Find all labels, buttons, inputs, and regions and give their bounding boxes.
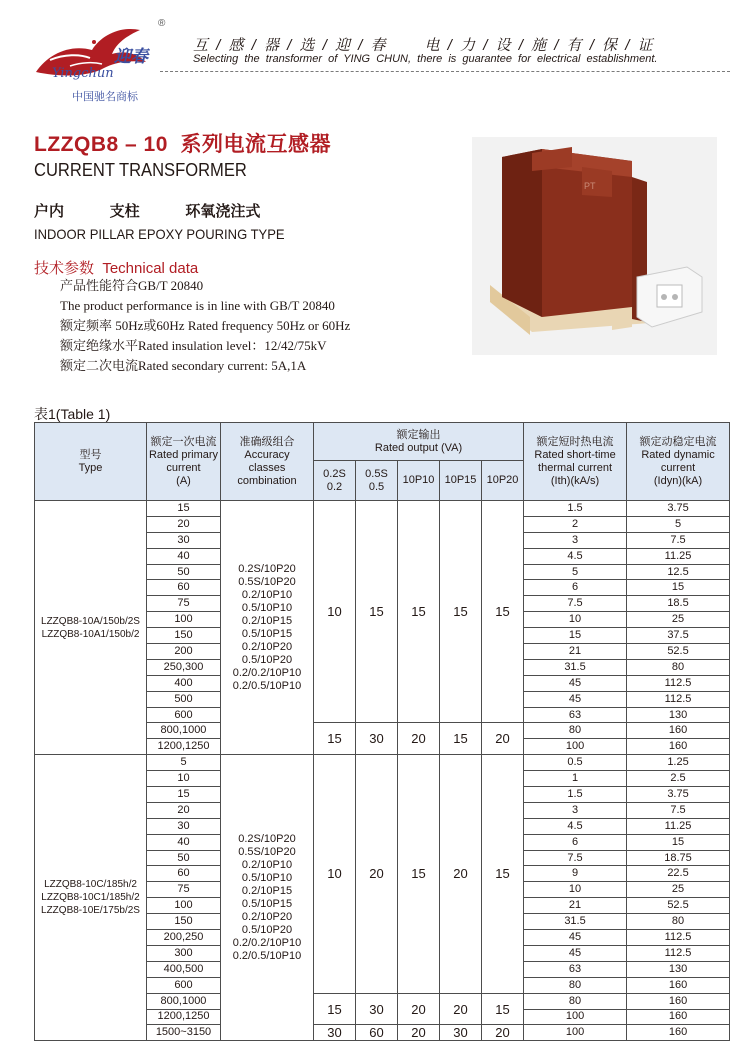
header-dynamic-current: 额定动稳定电流 Rated dynamic current (Idyn)(kA) bbox=[627, 423, 730, 501]
header-output-class: 0.5S 0.5 bbox=[356, 461, 398, 501]
spec-table-body bbox=[35, 423, 730, 1041]
dynamic-current-cell: 3.75 bbox=[627, 787, 730, 803]
dynamic-current-cell: 5 bbox=[627, 516, 730, 532]
output-cell: 20 bbox=[440, 993, 482, 1025]
thermal-current-cell: 7.5 bbox=[524, 596, 627, 612]
output-cell: 20 bbox=[440, 755, 482, 993]
thermal-current-cell: 10 bbox=[524, 612, 627, 628]
output-cell: 30 bbox=[314, 1025, 356, 1041]
dynamic-current-cell: 80 bbox=[627, 914, 730, 930]
header-output-class: 10P10 bbox=[398, 461, 440, 501]
header-output-class: 10P15 bbox=[440, 461, 482, 501]
dynamic-current-cell: 112.5 bbox=[627, 930, 730, 946]
dynamic-current-cell: 7.5 bbox=[627, 802, 730, 818]
table-caption: 表1(Table 1) bbox=[34, 406, 111, 422]
output-cell: 10 bbox=[314, 501, 356, 723]
thermal-current-cell: 63 bbox=[524, 707, 627, 723]
dynamic-current-cell: 112.5 bbox=[627, 675, 730, 691]
output-cell: 30 bbox=[440, 1025, 482, 1041]
primary-current-cell: 100 bbox=[147, 612, 221, 628]
thermal-current-cell: 3 bbox=[524, 532, 627, 548]
primary-current-cell: 40 bbox=[147, 834, 221, 850]
thermal-current-cell: 9 bbox=[524, 866, 627, 882]
thermal-current-cell: 1.5 bbox=[524, 501, 627, 517]
thermal-current-cell: 4.5 bbox=[524, 818, 627, 834]
primary-current-cell: 20 bbox=[147, 516, 221, 532]
output-cell: 15 bbox=[356, 501, 398, 723]
model-cell: LZZQB8-10A/150b/2S LZZQB8-10A1/150b/2 bbox=[35, 501, 147, 755]
output-cell: 10 bbox=[314, 755, 356, 993]
table-row bbox=[35, 755, 730, 771]
dynamic-current-cell: 25 bbox=[627, 882, 730, 898]
dynamic-current-cell: 12.5 bbox=[627, 564, 730, 580]
header-divider bbox=[160, 71, 730, 72]
type-chinese: 户内 支柱 环氧浇注式 bbox=[34, 202, 261, 220]
tech-line: The product performance is in line with GB/T 20840 bbox=[60, 298, 335, 313]
dynamic-current-cell: 130 bbox=[627, 961, 730, 977]
primary-current-cell: 200,250 bbox=[147, 930, 221, 946]
output-cell: 20 bbox=[398, 1025, 440, 1041]
tech-line: 额定频率 50Hz或60Hz Rated frequency 50Hz or 60Hz bbox=[60, 318, 351, 333]
primary-current-cell: 250,300 bbox=[147, 659, 221, 675]
thermal-current-cell: 7.5 bbox=[524, 850, 627, 866]
dynamic-current-cell: 3.75 bbox=[627, 501, 730, 517]
thermal-current-cell: 1 bbox=[524, 771, 627, 787]
header-type: 型号 Type bbox=[35, 423, 147, 501]
dynamic-current-cell: 18.5 bbox=[627, 596, 730, 612]
dynamic-current-cell: 112.5 bbox=[627, 945, 730, 961]
thermal-current-cell: 10 bbox=[524, 882, 627, 898]
dynamic-current-cell: 52.5 bbox=[627, 898, 730, 914]
primary-current-cell: 400 bbox=[147, 675, 221, 691]
thermal-current-cell: 45 bbox=[524, 675, 627, 691]
thermal-current-cell: 0.5 bbox=[524, 755, 627, 771]
table-row bbox=[35, 501, 730, 517]
primary-current-cell: 50 bbox=[147, 850, 221, 866]
primary-current-cell: 600 bbox=[147, 707, 221, 723]
output-cell: 15 bbox=[440, 723, 482, 755]
primary-current-cell: 100 bbox=[147, 898, 221, 914]
primary-current-cell: 50 bbox=[147, 564, 221, 580]
dynamic-current-cell: 52.5 bbox=[627, 644, 730, 660]
primary-current-cell: 60 bbox=[147, 580, 221, 596]
header-rated-output: 额定输出 Rated output (VA) bbox=[314, 423, 524, 461]
page-title-english: CURRENT TRANSFORMER bbox=[34, 160, 247, 180]
primary-current-cell: 1500~3150 bbox=[147, 1025, 221, 1041]
page-title: LZZQB8 – 10 系列电流互感器 bbox=[34, 133, 332, 156]
output-cell: 15 bbox=[398, 755, 440, 993]
output-cell: 60 bbox=[356, 1025, 398, 1041]
dynamic-current-cell: 37.5 bbox=[627, 628, 730, 644]
primary-current-cell: 15 bbox=[147, 501, 221, 517]
output-cell: 20 bbox=[398, 993, 440, 1025]
primary-current-cell: 5 bbox=[147, 755, 221, 771]
tech-data-list bbox=[60, 276, 350, 376]
thermal-current-cell: 21 bbox=[524, 644, 627, 660]
primary-current-cell: 75 bbox=[147, 882, 221, 898]
dynamic-current-cell: 130 bbox=[627, 707, 730, 723]
registered-mark: ® bbox=[158, 18, 166, 29]
thermal-current-cell: 100 bbox=[524, 1009, 627, 1025]
thermal-current-cell: 3 bbox=[524, 802, 627, 818]
thermal-current-cell: 6 bbox=[524, 580, 627, 596]
primary-current-cell: 15 bbox=[147, 787, 221, 803]
header-primary-current: 额定一次电流 Rated primary current (A) bbox=[147, 423, 221, 501]
thermal-current-cell: 21 bbox=[524, 898, 627, 914]
dynamic-current-cell: 160 bbox=[627, 723, 730, 739]
output-cell: 15 bbox=[482, 755, 524, 993]
dynamic-current-cell: 80 bbox=[627, 659, 730, 675]
header-output-class: 0.2S 0.2 bbox=[314, 461, 356, 501]
thermal-current-cell: 5 bbox=[524, 564, 627, 580]
dynamic-current-cell: 18.75 bbox=[627, 850, 730, 866]
dynamic-current-cell: 160 bbox=[627, 739, 730, 755]
dynamic-current-cell: 160 bbox=[627, 977, 730, 993]
primary-current-cell: 10 bbox=[147, 771, 221, 787]
primary-current-cell: 150 bbox=[147, 628, 221, 644]
thermal-current-cell: 45 bbox=[524, 945, 627, 961]
dynamic-current-cell: 2.5 bbox=[627, 771, 730, 787]
product-photo bbox=[472, 137, 717, 355]
output-cell: 15 bbox=[314, 993, 356, 1025]
tech-data-heading: 技术参数 Technical data bbox=[34, 260, 199, 277]
tech-line: 产品性能符合GB/T 20840 bbox=[60, 278, 204, 293]
dynamic-current-cell: 15 bbox=[627, 834, 730, 850]
tech-line: 额定二次电流Rated secondary current: 5A,1A bbox=[60, 358, 307, 373]
header-thermal-current: 额定短时热电流 Rated short-time thermal current (Ith)(kA/s) bbox=[524, 423, 627, 501]
output-cell: 15 bbox=[482, 501, 524, 723]
thermal-current-cell: 1.5 bbox=[524, 787, 627, 803]
output-cell: 15 bbox=[482, 993, 524, 1025]
primary-current-cell: 300 bbox=[147, 945, 221, 961]
transformer-illustration bbox=[472, 137, 717, 355]
brand-logo bbox=[30, 14, 170, 90]
dynamic-current-cell: 160 bbox=[627, 1009, 730, 1025]
dynamic-current-cell: 15 bbox=[627, 580, 730, 596]
primary-current-cell: 40 bbox=[147, 548, 221, 564]
primary-current-cell: 800,1000 bbox=[147, 993, 221, 1009]
primary-current-cell: 75 bbox=[147, 596, 221, 612]
primary-current-cell: 200 bbox=[147, 644, 221, 660]
primary-current-cell: 600 bbox=[147, 977, 221, 993]
primary-current-cell: 400,500 bbox=[147, 961, 221, 977]
output-cell: 20 bbox=[356, 755, 398, 993]
dynamic-current-cell: 160 bbox=[627, 1025, 730, 1041]
accuracy-cell: 0.2S/10P20 0.5S/10P20 0.2/10P10 0.5/10P10 0.2/10P15 0.5/10P15 0.2/10P20 0.5/10P20 0.2/0.2/10P10 0.2/0.5/10P10 bbox=[221, 501, 314, 755]
dynamic-current-cell: 112.5 bbox=[627, 691, 730, 707]
primary-current-cell: 800,1000 bbox=[147, 723, 221, 739]
tech-line: 额定绝缘水平Rated insulation level：12/42/75kV bbox=[60, 338, 327, 353]
thermal-current-cell: 2 bbox=[524, 516, 627, 532]
logo-script-text: Yingchun bbox=[52, 66, 114, 81]
spec-table bbox=[34, 422, 730, 1041]
dynamic-current-cell: 11.25 bbox=[627, 818, 730, 834]
output-cell: 20 bbox=[398, 723, 440, 755]
dynamic-current-cell: 1.25 bbox=[627, 755, 730, 771]
output-cell: 15 bbox=[398, 501, 440, 723]
photo-label: PT bbox=[584, 181, 596, 191]
model-cell: LZZQB8-10C/185h/2 LZZQB8-10C1/185h/2 LZZQB8-10E/175b/2S bbox=[35, 755, 147, 1041]
primary-current-cell: 150 bbox=[147, 914, 221, 930]
dynamic-current-cell: 22.5 bbox=[627, 866, 730, 882]
primary-current-cell: 30 bbox=[147, 818, 221, 834]
thermal-current-cell: 45 bbox=[524, 930, 627, 946]
output-cell: 20 bbox=[482, 1025, 524, 1041]
thermal-current-cell: 100 bbox=[524, 739, 627, 755]
thermal-current-cell: 80 bbox=[524, 993, 627, 1009]
thermal-current-cell: 63 bbox=[524, 961, 627, 977]
thermal-current-cell: 31.5 bbox=[524, 659, 627, 675]
primary-current-cell: 30 bbox=[147, 532, 221, 548]
thermal-current-cell: 4.5 bbox=[524, 548, 627, 564]
dynamic-current-cell: 11.25 bbox=[627, 548, 730, 564]
output-cell: 30 bbox=[356, 723, 398, 755]
dynamic-current-cell: 25 bbox=[627, 612, 730, 628]
accuracy-cell: 0.2S/10P20 0.5S/10P20 0.2/10P10 0.5/10P10 0.2/10P15 0.5/10P15 0.2/10P20 0.5/10P20 0.2/0.2/10P10 0.2/0.5/10P10 bbox=[221, 755, 314, 1041]
thermal-current-cell: 80 bbox=[524, 723, 627, 739]
dynamic-current-cell: 7.5 bbox=[627, 532, 730, 548]
header-output-class: 10P20 bbox=[482, 461, 524, 501]
thermal-current-cell: 31.5 bbox=[524, 914, 627, 930]
header-accuracy: 准确级组合 Accuracy classes combination bbox=[221, 423, 314, 501]
brand-subtitle: 中国驰名商标 bbox=[72, 91, 138, 103]
primary-current-cell: 500 bbox=[147, 691, 221, 707]
output-cell: 15 bbox=[440, 501, 482, 723]
logo-cn-text: 迎春 bbox=[114, 47, 148, 66]
thermal-current-cell: 15 bbox=[524, 628, 627, 644]
thermal-current-cell: 80 bbox=[524, 977, 627, 993]
primary-current-cell: 20 bbox=[147, 802, 221, 818]
primary-current-cell: 1200,1250 bbox=[147, 1009, 221, 1025]
thermal-current-cell: 100 bbox=[524, 1025, 627, 1041]
type-english: INDOOR PILLAR EPOXY POURING TYPE bbox=[34, 226, 285, 242]
output-cell: 15 bbox=[314, 723, 356, 755]
primary-current-cell: 1200,1250 bbox=[147, 739, 221, 755]
primary-current-cell: 60 bbox=[147, 866, 221, 882]
dynamic-current-cell: 160 bbox=[627, 993, 730, 1009]
slogan-chinese: 互 / 感 / 器 / 选 / 迎 / 春 电 / 力 / 设 / 施 / 有 / 保 / 证 bbox=[193, 37, 655, 54]
thermal-current-cell: 6 bbox=[524, 834, 627, 850]
slogan-english: Selecting the transformer of YING CHUN, there is guarantee for electrical establishment. bbox=[193, 53, 658, 65]
output-cell: 20 bbox=[482, 723, 524, 755]
thermal-current-cell: 45 bbox=[524, 691, 627, 707]
output-cell: 30 bbox=[356, 993, 398, 1025]
